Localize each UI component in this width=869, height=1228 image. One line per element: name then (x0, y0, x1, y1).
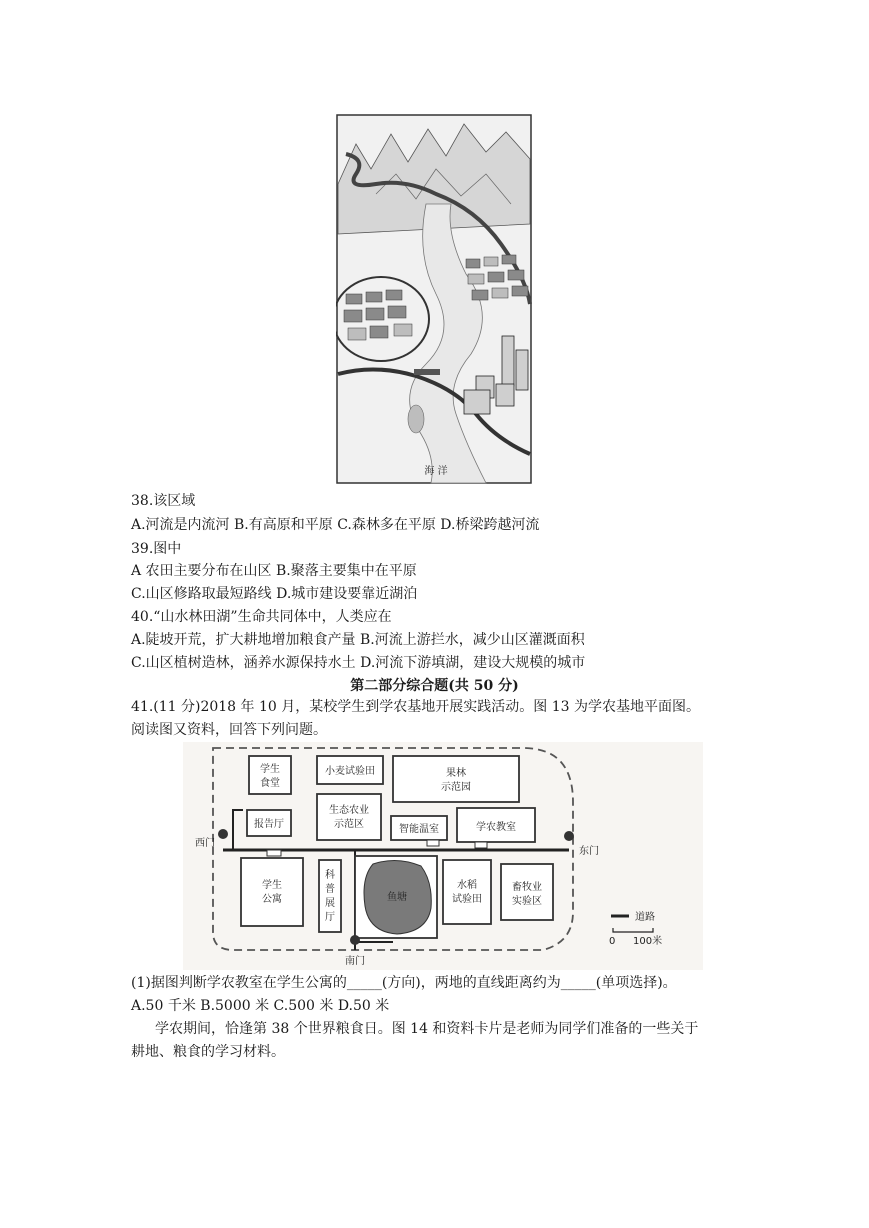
eco-agri-zone (317, 794, 381, 840)
south-gate-marker (350, 935, 360, 945)
eco-agri-label-2: 示范区 (334, 819, 364, 830)
east-gate-marker (564, 831, 574, 841)
q40-options-1: A.陡坡开荒，扩大耕地增加粮食产量 B.河流上游拦水，减少山区灌溉面积 (131, 632, 585, 648)
q41-paragraph-1: 学农期间，恰逢第 38 个世界粮食日。图 14 和资料卡片是老师为同学们准备的一些关于 (155, 1021, 699, 1037)
science-hall-label-2: 普 (325, 884, 335, 895)
south-gate-label: 南门 (345, 956, 365, 967)
farm-base-map (183, 742, 703, 970)
scale-zero: 0 (609, 936, 616, 947)
science-hall-label-1: 科 (325, 870, 335, 881)
left-farmland (344, 290, 412, 340)
rice-field-plot (443, 860, 491, 924)
bridge (414, 369, 440, 375)
section-title: 第二部分综合题(共 50 分) (350, 678, 519, 694)
west-gate-label: 西门 (195, 838, 215, 849)
q39-options-2: C.山区修路取最短路线 D.城市建设要靠近湖泊 (131, 586, 418, 602)
q40-stem: 40.“山水林田湖”生命共同体中，人类应在 (131, 609, 392, 625)
q38-stem: 38.该区域 (131, 493, 196, 509)
fish-pond-label: 鱼塘 (387, 892, 407, 903)
canteen-label-2: 食堂 (260, 778, 280, 789)
q41-sub1: (1)据图判断学农教室在学生公寓的_____(方向)，两地的直线距离约为_____(单项选择)。 (131, 975, 677, 991)
east-gate-label: 东门 (579, 846, 599, 857)
rice-field-label-2: 试验田 (452, 894, 482, 905)
livestock-label-2: 实验区 (512, 896, 542, 907)
wheat-field-label: 小麦试验田 (325, 766, 375, 777)
q41-intro-1: 41.(11 分)2018 年 10 月，某校学生到学农基地开展实践活动。图 13 为学农基地平面图。 (131, 699, 700, 715)
west-gate-marker (218, 829, 228, 839)
science-hall-label-4: 厅 (325, 912, 335, 923)
science-hall-label-3: 展 (325, 898, 335, 909)
dorm-label-1: 学生 (262, 880, 282, 891)
q41-intro-2: 阅读图又资料，回答下列问题。 (131, 722, 327, 738)
dorm-building (241, 858, 303, 926)
q41-sub1-options: A.50 千米 B.5000 米 C.500 米 D.50 米 (131, 998, 390, 1014)
legend-road-label: 道路 (635, 912, 655, 923)
orchard-label-2: 示范园 (441, 782, 471, 793)
q40-options-2: C.山区植树造林，涵养水源保持水土 D.河流下游填湖，建设大规模的城市 (131, 655, 586, 671)
orchard-plot (393, 756, 519, 802)
classroom-label: 学农教室 (476, 822, 516, 833)
q39-stem: 39.图中 (131, 541, 182, 557)
dorm-label-2: 公寓 (262, 894, 282, 905)
canteen-label-1: 学生 (260, 764, 280, 775)
q41-paragraph-2: 耕地、粮食的学习材料。 (131, 1044, 285, 1060)
sea-label: 海 洋 (424, 466, 448, 477)
q38-options: A.河流是内流河 B.有高原和平原 C.森林多在平原 D.桥梁跨越河流 (131, 517, 540, 533)
eco-agri-label-1: 生态农业 (329, 805, 369, 816)
landscape-illustration (336, 114, 532, 484)
livestock-label-1: 畜牧业 (512, 882, 542, 893)
hall-label: 报告厅 (254, 819, 284, 830)
q39-options-1: A 农田主要分布在山区 B.聚落主要集中在平原 (131, 563, 417, 579)
greenhouse-label: 智能温室 (399, 824, 439, 835)
rice-field-label-1: 水稻 (457, 880, 477, 891)
orchard-label-1: 果林 (446, 768, 466, 779)
scale-value: 100米 (633, 936, 663, 947)
